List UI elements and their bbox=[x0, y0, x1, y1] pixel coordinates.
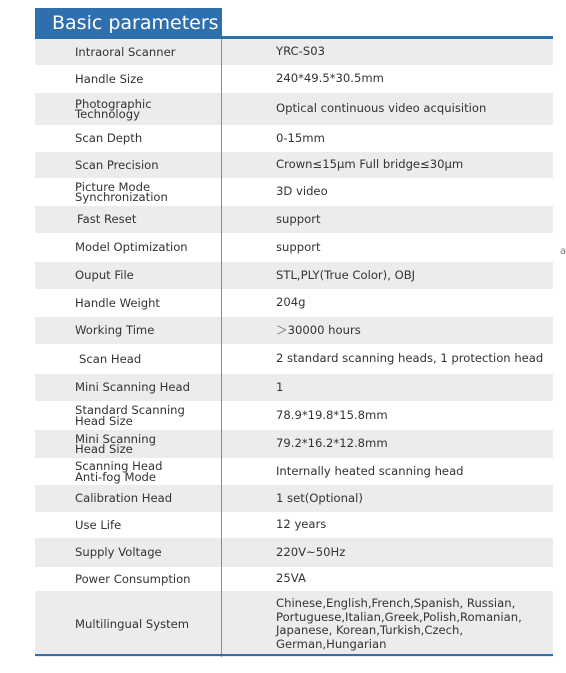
param-value: support bbox=[276, 239, 321, 254]
param-value: STL,PLY(True Color), OBJ bbox=[276, 267, 416, 282]
table-row bbox=[35, 39, 553, 65]
param-label: Supply Voltage bbox=[35, 538, 222, 567]
param-label: Scanning Head Anti-fog Mode bbox=[35, 458, 222, 485]
table-row bbox=[35, 344, 553, 374]
param-label: Power Consumption bbox=[35, 567, 222, 591]
table-row bbox=[35, 567, 553, 591]
param-label: Scan Depth bbox=[35, 125, 222, 152]
table-row bbox=[35, 317, 553, 344]
table-row bbox=[35, 93, 553, 125]
param-label: Multilingual System bbox=[35, 591, 222, 657]
param-label: Standard Scanning Head Size bbox=[35, 401, 222, 430]
param-value: YRC-S03 bbox=[276, 44, 325, 59]
param-label: Fast Reset bbox=[35, 206, 222, 233]
param-value: Internally heated scanning head bbox=[276, 463, 464, 478]
table-row bbox=[35, 374, 553, 401]
param-value: 78.9*19.8*15.8mm bbox=[276, 407, 388, 422]
table-row bbox=[35, 233, 553, 262]
table-row bbox=[35, 289, 553, 317]
param-value: 79.2*16.2*12.8mm bbox=[276, 436, 388, 451]
param-value: 12 years bbox=[276, 517, 327, 532]
param-value: ＞30000 hours bbox=[276, 322, 361, 337]
param-label: Picture Mode Synchronization bbox=[35, 178, 222, 206]
param-label: Model Optimization bbox=[35, 233, 222, 262]
param-value: support bbox=[276, 211, 321, 226]
param-value: 25VA bbox=[276, 571, 306, 586]
param-value: 2 standard scanning heads, 1 protection head bbox=[276, 351, 544, 366]
table-row bbox=[35, 65, 553, 93]
param-label: Mini Scanning Head bbox=[35, 374, 222, 401]
table-row bbox=[35, 178, 553, 206]
param-value: 204g bbox=[276, 295, 306, 310]
table-row bbox=[35, 125, 553, 152]
param-label: Intraoral Scanner bbox=[35, 39, 222, 65]
param-value: 240*49.5*30.5mm bbox=[276, 71, 384, 86]
param-label: Use Life bbox=[35, 512, 222, 538]
param-value: 3D video bbox=[276, 184, 328, 199]
param-label: Calibration Head bbox=[35, 485, 222, 512]
param-label: Photographic Technology bbox=[35, 93, 222, 125]
table-row bbox=[35, 152, 553, 178]
param-value: 220V~50Hz bbox=[276, 544, 346, 559]
edge-mark: a bbox=[560, 246, 566, 257]
param-value: 1 bbox=[276, 379, 284, 394]
table-row bbox=[35, 538, 553, 567]
table-row bbox=[35, 512, 553, 538]
table-row bbox=[35, 262, 553, 289]
table-row bbox=[35, 401, 553, 430]
param-label: Scan Head bbox=[35, 344, 222, 374]
section-title: Basic parameters bbox=[35, 8, 222, 38]
param-label: Handle Size bbox=[35, 65, 222, 93]
table-row bbox=[35, 485, 553, 512]
table-row bbox=[35, 206, 553, 233]
param-label: Working Time bbox=[35, 317, 222, 344]
param-value: Crown≤15μm Full bridge≤30μm bbox=[276, 157, 464, 172]
table-row bbox=[35, 458, 553, 485]
parameters-table bbox=[35, 39, 553, 657]
param-value: 0-15mm bbox=[276, 130, 325, 145]
table-row bbox=[35, 430, 553, 458]
table-row bbox=[35, 591, 553, 657]
param-label: Mini Scanning Head Size bbox=[35, 430, 222, 458]
param-label: Scan Precision bbox=[35, 152, 222, 178]
param-value: 1 set(Optional) bbox=[276, 490, 363, 505]
param-label: Ouput File bbox=[35, 262, 222, 289]
bottom-rule bbox=[35, 654, 553, 656]
param-label: Handle Weight bbox=[35, 289, 222, 317]
param-value: Chinese,English,French,Spanish, Russian, Portuguese,Italian,Greek,Polish,Romanian, Japanese, Korean,Turkish,Czech, German,Hungarian bbox=[276, 596, 522, 651]
param-value: Optical continuous video acquisition bbox=[276, 101, 487, 116]
